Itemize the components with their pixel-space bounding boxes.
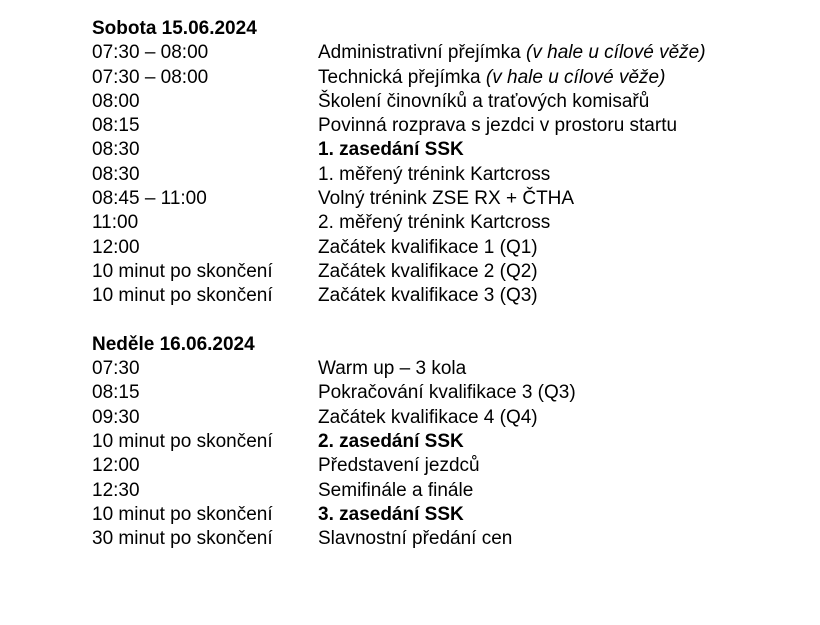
schedule-time: 10 minut po skončení xyxy=(92,431,273,453)
schedule-event xyxy=(318,406,792,430)
schedule-event-label: 2. zasedání SSK xyxy=(318,431,464,453)
schedule-event xyxy=(318,260,792,284)
schedule-row xyxy=(92,454,792,478)
schedule-row xyxy=(92,114,792,138)
day-section xyxy=(92,333,792,552)
schedule-event-label: Začátek kvalifikace 2 (Q2) xyxy=(318,260,538,282)
schedule-event-label: Volný trénink ZSE RX + ČTHA xyxy=(318,188,575,210)
schedule-time: 08:00 xyxy=(92,90,140,112)
schedule-row xyxy=(92,236,792,260)
schedule-event xyxy=(318,284,792,308)
schedule-event xyxy=(318,114,792,138)
schedule-event-label: Semifinále a finále xyxy=(318,479,474,501)
schedule-row xyxy=(92,406,792,430)
schedule-row xyxy=(92,260,792,284)
schedule-time: 07:30 – 08:00 xyxy=(92,42,209,64)
schedule-event-label: Povinná rozprava s jezdci v prostoru startu xyxy=(318,115,678,137)
schedule-event-label: 1. zasedání SSK xyxy=(318,139,464,161)
schedule-time: 10 minut po skončení xyxy=(92,285,273,307)
schedule-event-label: Začátek kvalifikace 1 (Q1) xyxy=(318,236,538,258)
schedule-row xyxy=(92,430,792,454)
schedule-event-label: Začátek kvalifikace 3 (Q3) xyxy=(318,285,538,307)
day-title: Sobota 15.06.2024 xyxy=(92,18,257,39)
schedule-event xyxy=(318,381,792,405)
schedule-event-label: Školení činovníků a traťových komisařů xyxy=(318,90,650,112)
schedule-time: 10 minut po skončení xyxy=(92,260,273,282)
schedule-time: 30 minut po skončení xyxy=(92,528,273,550)
schedule-row xyxy=(92,479,792,503)
schedule-event xyxy=(318,503,792,527)
schedule-time: 12:00 xyxy=(92,455,140,477)
schedule-event xyxy=(318,527,792,551)
schedule-event xyxy=(318,187,792,211)
schedule-event-label: Warm up – 3 kola xyxy=(318,358,467,380)
schedule-row xyxy=(92,41,792,65)
schedule-time: 12:30 xyxy=(92,479,140,501)
schedule-event-label: Administrativní přejímka xyxy=(318,42,527,64)
schedule-time: 09:30 xyxy=(92,406,140,428)
schedule-event-label: 1. měřený trénink Kartcross xyxy=(318,163,551,185)
schedule-event xyxy=(318,211,792,235)
schedule-time: 07:30 xyxy=(92,358,140,380)
schedule-row xyxy=(92,163,792,187)
schedule-row xyxy=(92,357,792,381)
schedule-row xyxy=(92,381,792,405)
schedule-event xyxy=(318,357,792,381)
schedule-time: 12:00 xyxy=(92,236,140,258)
schedule-time: 08:45 – 11:00 xyxy=(92,188,207,210)
schedule-event xyxy=(318,163,792,187)
schedule-event xyxy=(318,90,792,114)
day-section xyxy=(92,17,792,309)
schedule-event-label: 2. měřený trénink Kartcross xyxy=(318,212,551,234)
schedule-event-label: 3. zasedání SSK xyxy=(318,503,464,525)
schedule-time: 07:30 – 08:00 xyxy=(92,66,209,88)
schedule-time: 08:15 xyxy=(92,115,140,137)
day-title: Neděle 16.06.2024 xyxy=(92,333,255,355)
schedule-event-label: Představení jezdců xyxy=(318,455,480,477)
schedule-row xyxy=(92,138,792,162)
schedule-event-label: Technická přejímka xyxy=(318,66,486,88)
schedule-event-note: (v hale u cílové věže) xyxy=(526,42,706,64)
schedule-time: 11:00 xyxy=(92,212,139,234)
schedule-time: 08:30 xyxy=(92,139,140,161)
schedule-event xyxy=(318,430,792,454)
schedule-row xyxy=(92,66,792,90)
schedule-event-label: Začátek kvalifikace 4 (Q4) xyxy=(318,406,538,428)
schedule-row xyxy=(92,187,792,211)
schedule-time: 08:15 xyxy=(92,382,140,404)
schedule-event xyxy=(318,236,792,260)
schedule-event-note: (v hale u cílové věže) xyxy=(485,66,666,88)
schedule-event-label: Pokračování kvalifikace 3 (Q3) xyxy=(318,382,576,404)
schedule-event xyxy=(318,41,792,65)
schedule-row xyxy=(92,211,792,235)
schedule-row xyxy=(92,90,792,114)
schedule-document xyxy=(92,17,792,552)
schedule-time: 08:30 xyxy=(92,163,140,185)
schedule-event xyxy=(318,66,792,90)
schedule-row xyxy=(92,503,792,527)
schedule-event xyxy=(318,454,792,478)
schedule-row xyxy=(92,527,792,551)
schedule-event-label: Slavnostní předání cen xyxy=(318,528,513,550)
schedule-event xyxy=(318,138,792,162)
schedule-event xyxy=(318,479,792,503)
schedule-time: 10 minut po skončení xyxy=(92,503,273,525)
schedule-row xyxy=(92,284,792,308)
